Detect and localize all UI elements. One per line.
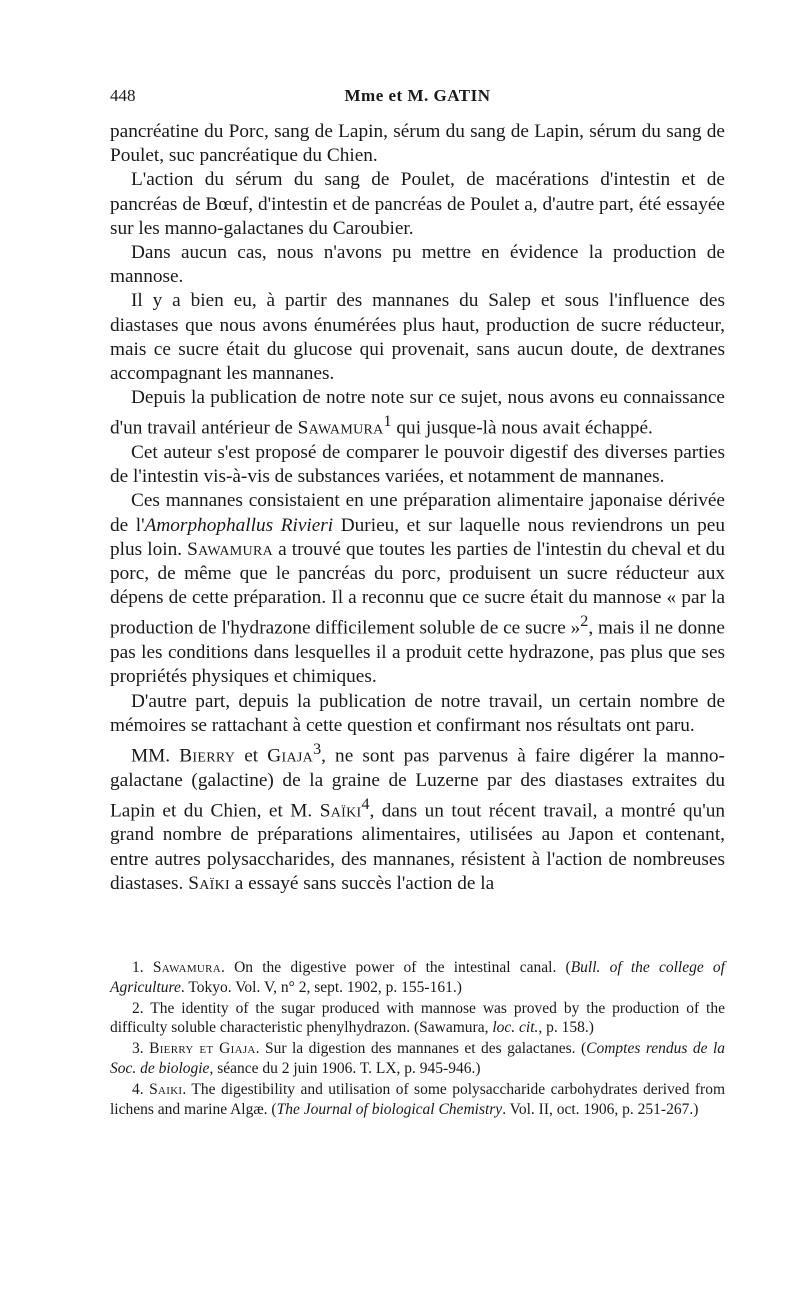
author-name: Sawamura xyxy=(187,538,274,560)
author-name: Saïki xyxy=(319,800,362,822)
footnote-2: 2. The identity of the sugar produced with mannose was proved by the production of the difficulty soluble characteristic phenylhydrazon. (Sawamura, loc. cit., p. 158.) xyxy=(110,999,725,1037)
paragraph-5: Depuis la publication de notre note sur ce sujet, nous avons eu connaissance d'un travail antérieur de Sawamura$^1$ qui jusque-là nous avait échappé. xyxy=(110,387,725,439)
paragraph-6: Cet auteur s'est proposé de comparer le pouvoir digestif des diverses parties de l'intestin vis-à-vis de substances variées, et notamment de mannanes. xyxy=(110,442,725,488)
paragraph-3: Dans aucun cas, nous n'avons pu mettre en évidence la production de mannose. xyxy=(110,242,725,288)
footnote-ref: 4 xyxy=(361,795,370,813)
paragraph-2: L'action du sérum du sang de Poulet, de macérations d'intestin et de pancréas de Bœuf, d'intestin et de pancréas de Poulet a, d'autre part, été essayée sur les manno-galactanes du Caroubier. xyxy=(110,169,725,239)
author-name: Saïki xyxy=(188,872,230,894)
footnote-1: 1. Sawamura. On the digestive power of the intestinal canal. (Bull. of the college of Agriculture. Tokyo. Vol. V, n° 2, sept. 1902, p. 155-161.) xyxy=(110,959,725,996)
running-head: Mme et M. GATIN xyxy=(344,86,491,105)
page-header xyxy=(110,86,725,110)
paragraph-1: pancréatine du Porc, sang de Lapin, sérum du sang de Lapin, sérum du sang de Poulet, suc pancréatique du Chien. xyxy=(110,121,725,167)
species-name: Amorphophallus Rivieri xyxy=(144,514,334,536)
paragraph-8: D'autre part, depuis la publication de notre travail, un certain nombre de mémoires se rattachant à cette question et confirmant nos résultats ont paru. xyxy=(110,690,725,736)
footnote-ref: 1 xyxy=(383,413,392,431)
author-name: Bierry xyxy=(179,745,236,767)
footnote-ref: 2 xyxy=(580,613,589,631)
page-number: 448 xyxy=(110,86,136,105)
author-name: Giaja xyxy=(267,745,314,767)
footnote-ref: 3 xyxy=(313,740,322,758)
paragraph-9: MM. Bierry et Giaja$^3$, ne sont pas parvenus à faire digérer la manno-galactane (galactine) de la graine de Luzerne par des diastases extraites du Lapin et du Chien, et M. Saïki$^4$, dans un tout récent travail, a montré qu'un grand nombre de préparations alimentaires, utilisées au Japon et contenant, entre autres polysaccharides, des mannanes, résistent à l'action de nombreuses diastases. Saïki a essayé sans succès l'action de la xyxy=(110,740,725,894)
paragraph-4: Il y a bien eu, à partir des mannanes du Salep et sous l'influence des diastases que nous avons énumérées plus haut, production de sucre réducteur, mais ce sucre était du glucose qui provenait, sans aucun doute, de dextranes accompagnant les mannanes. xyxy=(110,290,725,385)
footnotes xyxy=(110,958,725,1119)
footnote-4: 4. Saiki. The digestibility and utilisation of some polysaccharide carbohydrates derived from lichens and marine Algæ. (The Journal of biological Chemistry. Vol. II, oct. 1906, p. 251-267.) xyxy=(110,1080,726,1118)
paragraph-7: Ces mannanes consistaient en une préparation alimentaire japonaise dérivée de l'Amorphophallus Rivieri Durieu, et sur laquelle nous reviendrons un peu plus loin. Sawamura a trouvé que toutes les parties de l'intestin du cheval et du porc, de même que le pancréas du porc, produisent un sucre réducteur aux dépens de cette préparation. Il a reconnu que ce sucre était du mannose « par la production de l'hydrazone difficilement soluble de ce sucre »$^2$, mais il ne donne pas les conditions dans lesquelles il a produit cette hydrazone, pas plus que ses propriétés physiques et chimiques. xyxy=(110,490,726,688)
body-text xyxy=(110,120,725,896)
author-name: Sawamura xyxy=(297,417,384,439)
footnote-3: 3. Bierry et Giaja. Sur la digestion des mannanes et des galactanes. (Comptes rendus de la Soc. de biologie, séance du 2 juin 1906. T. LX, p. 945-946.) xyxy=(110,1040,726,1077)
